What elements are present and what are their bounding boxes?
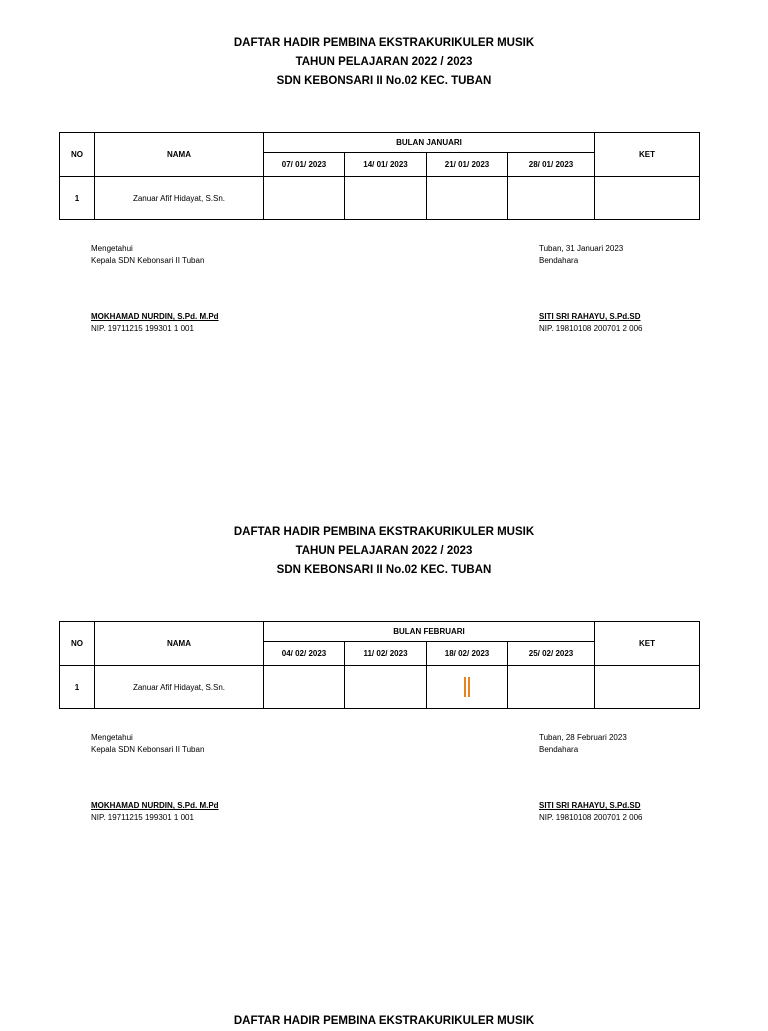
row-no: 1 — [60, 666, 95, 709]
sig-nip: NIP. 19810108 200701 2 006 — [539, 813, 643, 822]
sig-place-date: Tuban, 31 Januari 2023 — [539, 244, 624, 253]
header-month: BULAN JANUARI — [264, 133, 595, 153]
title-line-2: TAHUN PELAJARAN 2022 / 2023 — [295, 56, 473, 68]
title-line-1: DAFTAR HADIR PEMBINA EKSTRAKURIKULER MUSIK — [233, 37, 535, 49]
attendance-table — [59, 132, 700, 220]
row-nama: Zanuar Afif Hidayat, S.Sn. — [95, 177, 264, 220]
attendance-cell — [264, 177, 345, 220]
header-no: NO — [60, 622, 95, 666]
row-no: 1 — [60, 177, 95, 220]
signature-mark-icon — [463, 682, 471, 691]
sig-nip: NIP. 19711215 199301 1 001 — [91, 324, 194, 333]
sig-nip: NIP. 19810108 200701 2 006 — [539, 324, 643, 333]
date-header: 18/ 02/ 2023 — [427, 642, 508, 666]
header-ket: KET — [595, 133, 700, 177]
date-header: 21/ 01/ 2023 — [427, 153, 508, 177]
date-header: 04/ 02/ 2023 — [264, 642, 345, 666]
attendance-cell — [508, 666, 595, 709]
attendance-cell — [508, 177, 595, 220]
row-nama: Zanuar Afif Hidayat, S.Sn. — [95, 666, 264, 709]
header-nama: NAMA — [95, 622, 264, 666]
header-no: NO — [60, 133, 95, 177]
sig-role: Bendahara — [539, 745, 579, 754]
attendance-cell — [345, 666, 427, 709]
table-row — [60, 666, 700, 709]
sheet-title — [0, 523, 768, 580]
attendance-cell — [264, 666, 345, 709]
date-header: 25/ 02/ 2023 — [508, 642, 595, 666]
sig-role: Bendahara — [539, 256, 579, 265]
sig-label: Mengetahui — [91, 733, 133, 742]
attendance-cell — [427, 177, 508, 220]
title-line-1: DAFTAR HADIR PEMBINA EKSTRAKURIKULER MUSIK — [233, 526, 535, 538]
sig-nip: NIP. 19711215 199301 1 001 — [91, 813, 194, 822]
header-nama: NAMA — [95, 133, 264, 177]
sig-role: Kepala SDN Kebonsari II Tuban — [91, 256, 205, 265]
sheet-title-partial — [0, 1012, 768, 1031]
attendance-cell — [345, 177, 427, 220]
date-header: 14/ 01/ 2023 — [345, 153, 427, 177]
sig-role: Kepala SDN Kebonsari II Tuban — [91, 745, 205, 754]
attendance-cell — [427, 666, 508, 709]
sig-name: SITI SRI RAHAYU, S.Pd.SD — [539, 312, 641, 321]
date-header: 11/ 02/ 2023 — [345, 642, 427, 666]
sig-name: MOKHAMAD NURDIN, S.Pd. M.Pd — [91, 312, 219, 321]
sig-place-date: Tuban, 28 Februari 2023 — [539, 733, 627, 742]
right-signature — [539, 732, 643, 824]
title-line-1: DAFTAR HADIR PEMBINA EKSTRAKURIKULER MUSIK — [233, 1015, 535, 1027]
ket-cell — [595, 666, 700, 709]
date-header: 28/ 01/ 2023 — [508, 153, 595, 177]
header-month: BULAN FEBRUARI — [264, 622, 595, 642]
attendance-table — [59, 621, 700, 709]
sheet-title — [0, 34, 768, 91]
sig-name: MOKHAMAD NURDIN, S.Pd. M.Pd — [91, 801, 219, 810]
title-line-3: SDN KEBONSARI II No.02 KEC. TUBAN — [276, 564, 492, 576]
header-ket: KET — [595, 622, 700, 666]
date-header: 07/ 01/ 2023 — [264, 153, 345, 177]
title-line-3: SDN KEBONSARI II No.02 KEC. TUBAN — [276, 75, 492, 87]
ket-cell — [595, 177, 700, 220]
left-signature — [91, 732, 219, 824]
right-signature — [539, 243, 643, 335]
sig-name: SITI SRI RAHAYU, S.Pd.SD — [539, 801, 641, 810]
left-signature — [91, 243, 219, 335]
title-line-2: TAHUN PELAJARAN 2022 / 2023 — [295, 545, 473, 557]
table-row — [60, 177, 700, 220]
sig-label: Mengetahui — [91, 244, 133, 253]
